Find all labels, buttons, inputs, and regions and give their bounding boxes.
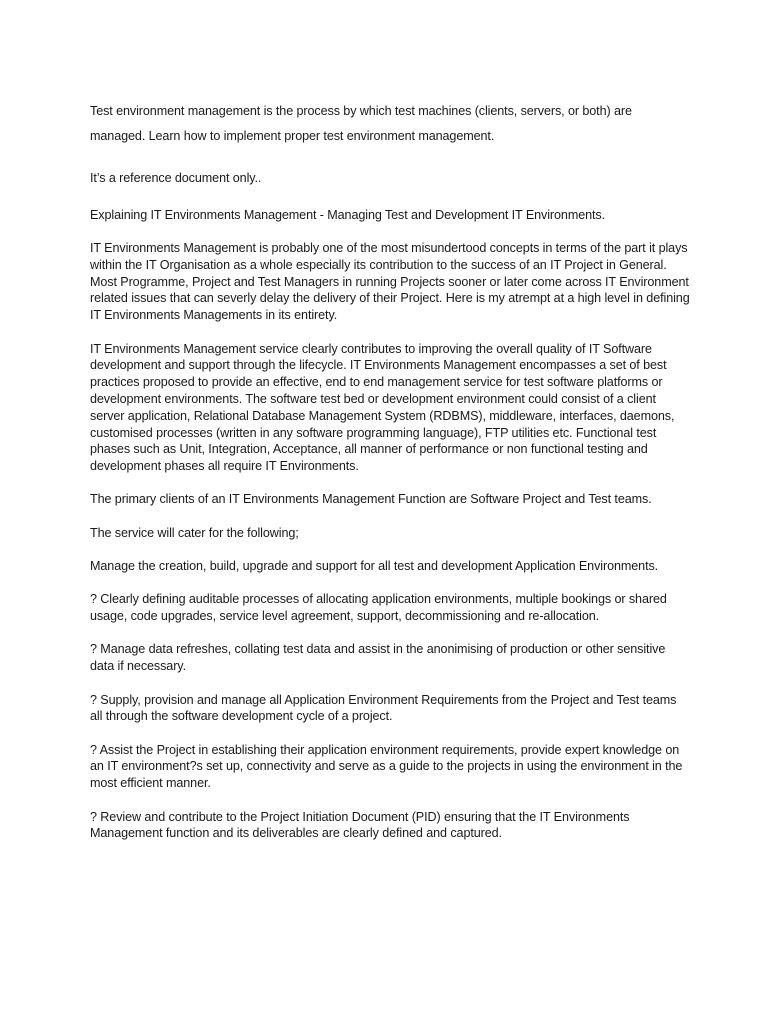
reference-note: It’s a reference document only.. [90,171,262,185]
list-item-data-refreshes: ? Manage data refreshes, collating test data and assist in the anonimising of production or other sensitive data if necessary. [90,642,666,674]
document-body [90,99,690,859]
paragraph-service-quality: IT Environments Management service clearly contributes to improving the overall quality of IT Software development and support through the lifecycle. IT Environments Management encompasses a set of best practices proposed to provide an effective, end to end management service for test software platforms or development environments. The software test bed or development environment could consist of a client server application, Relational Database Management System (RDBMS), middleware, interfaces, daemons, customised processes (written in any software programming language), FTP utilities etc. Functional test phases such as Unit, Integration, Acceptance, all manner of performance or non functional testing and development phases all require IT Environments. [90,341,675,474]
paragraph-manage-creation: Manage the creation, build, upgrade and support for all test and development Application Environments. [90,559,659,574]
list-item-assist-project: ? Assist the Project in establishing their application environment requirements, provide expert knowledge on an IT environment?s set up, connectivity and serve as a guide to the projects in using the environment in the most efficient manner. [90,742,683,791]
paragraph-primary-clients: The primary clients of an IT Environments Management Function are Software Project and Test teams. [90,492,652,507]
paragraph-service-caters: The service will cater for the following; [90,525,299,540]
paragraph-misunderstood-concepts: IT Environments Management is probably one of the most misundertood concepts in terms of the part it plays within the IT Organisation as a whole especially its contribution to the success of an IT Project in General. Most Programme, Project and Test Managers in running Projects sooner or later come across IT Environment related issues that can severly delay the delivery of their Project. Here is my atrempt at a high level in defining IT Environments Managements in its entirety. [90,241,690,323]
list-item-auditable-processes: ? Clearly defining auditable processes of allocating application environments, multiple bookings or shared usage, code upgrades, service level agreement, support, decommissioning and re-allocation. [90,592,667,624]
list-item-review-pid: ? Review and contribute to the Project Initiation Document (PID) ensuring that the IT Environments Management function and its deliverables are clearly defined and captured. [90,809,630,841]
list-item-supply-provision: ? Supply, provision and manage all Application Environment Requirements from the Project and Test teams all through the software development cycle of a project. [90,692,677,724]
intro-paragraph: Test environment management is the process by which test machines (clients, servers, or both) are managed. Learn how to implement proper test environment management. [90,104,632,143]
section-heading: Explaining IT Environments Management - Managing Test and Development IT Environments. [90,207,606,222]
